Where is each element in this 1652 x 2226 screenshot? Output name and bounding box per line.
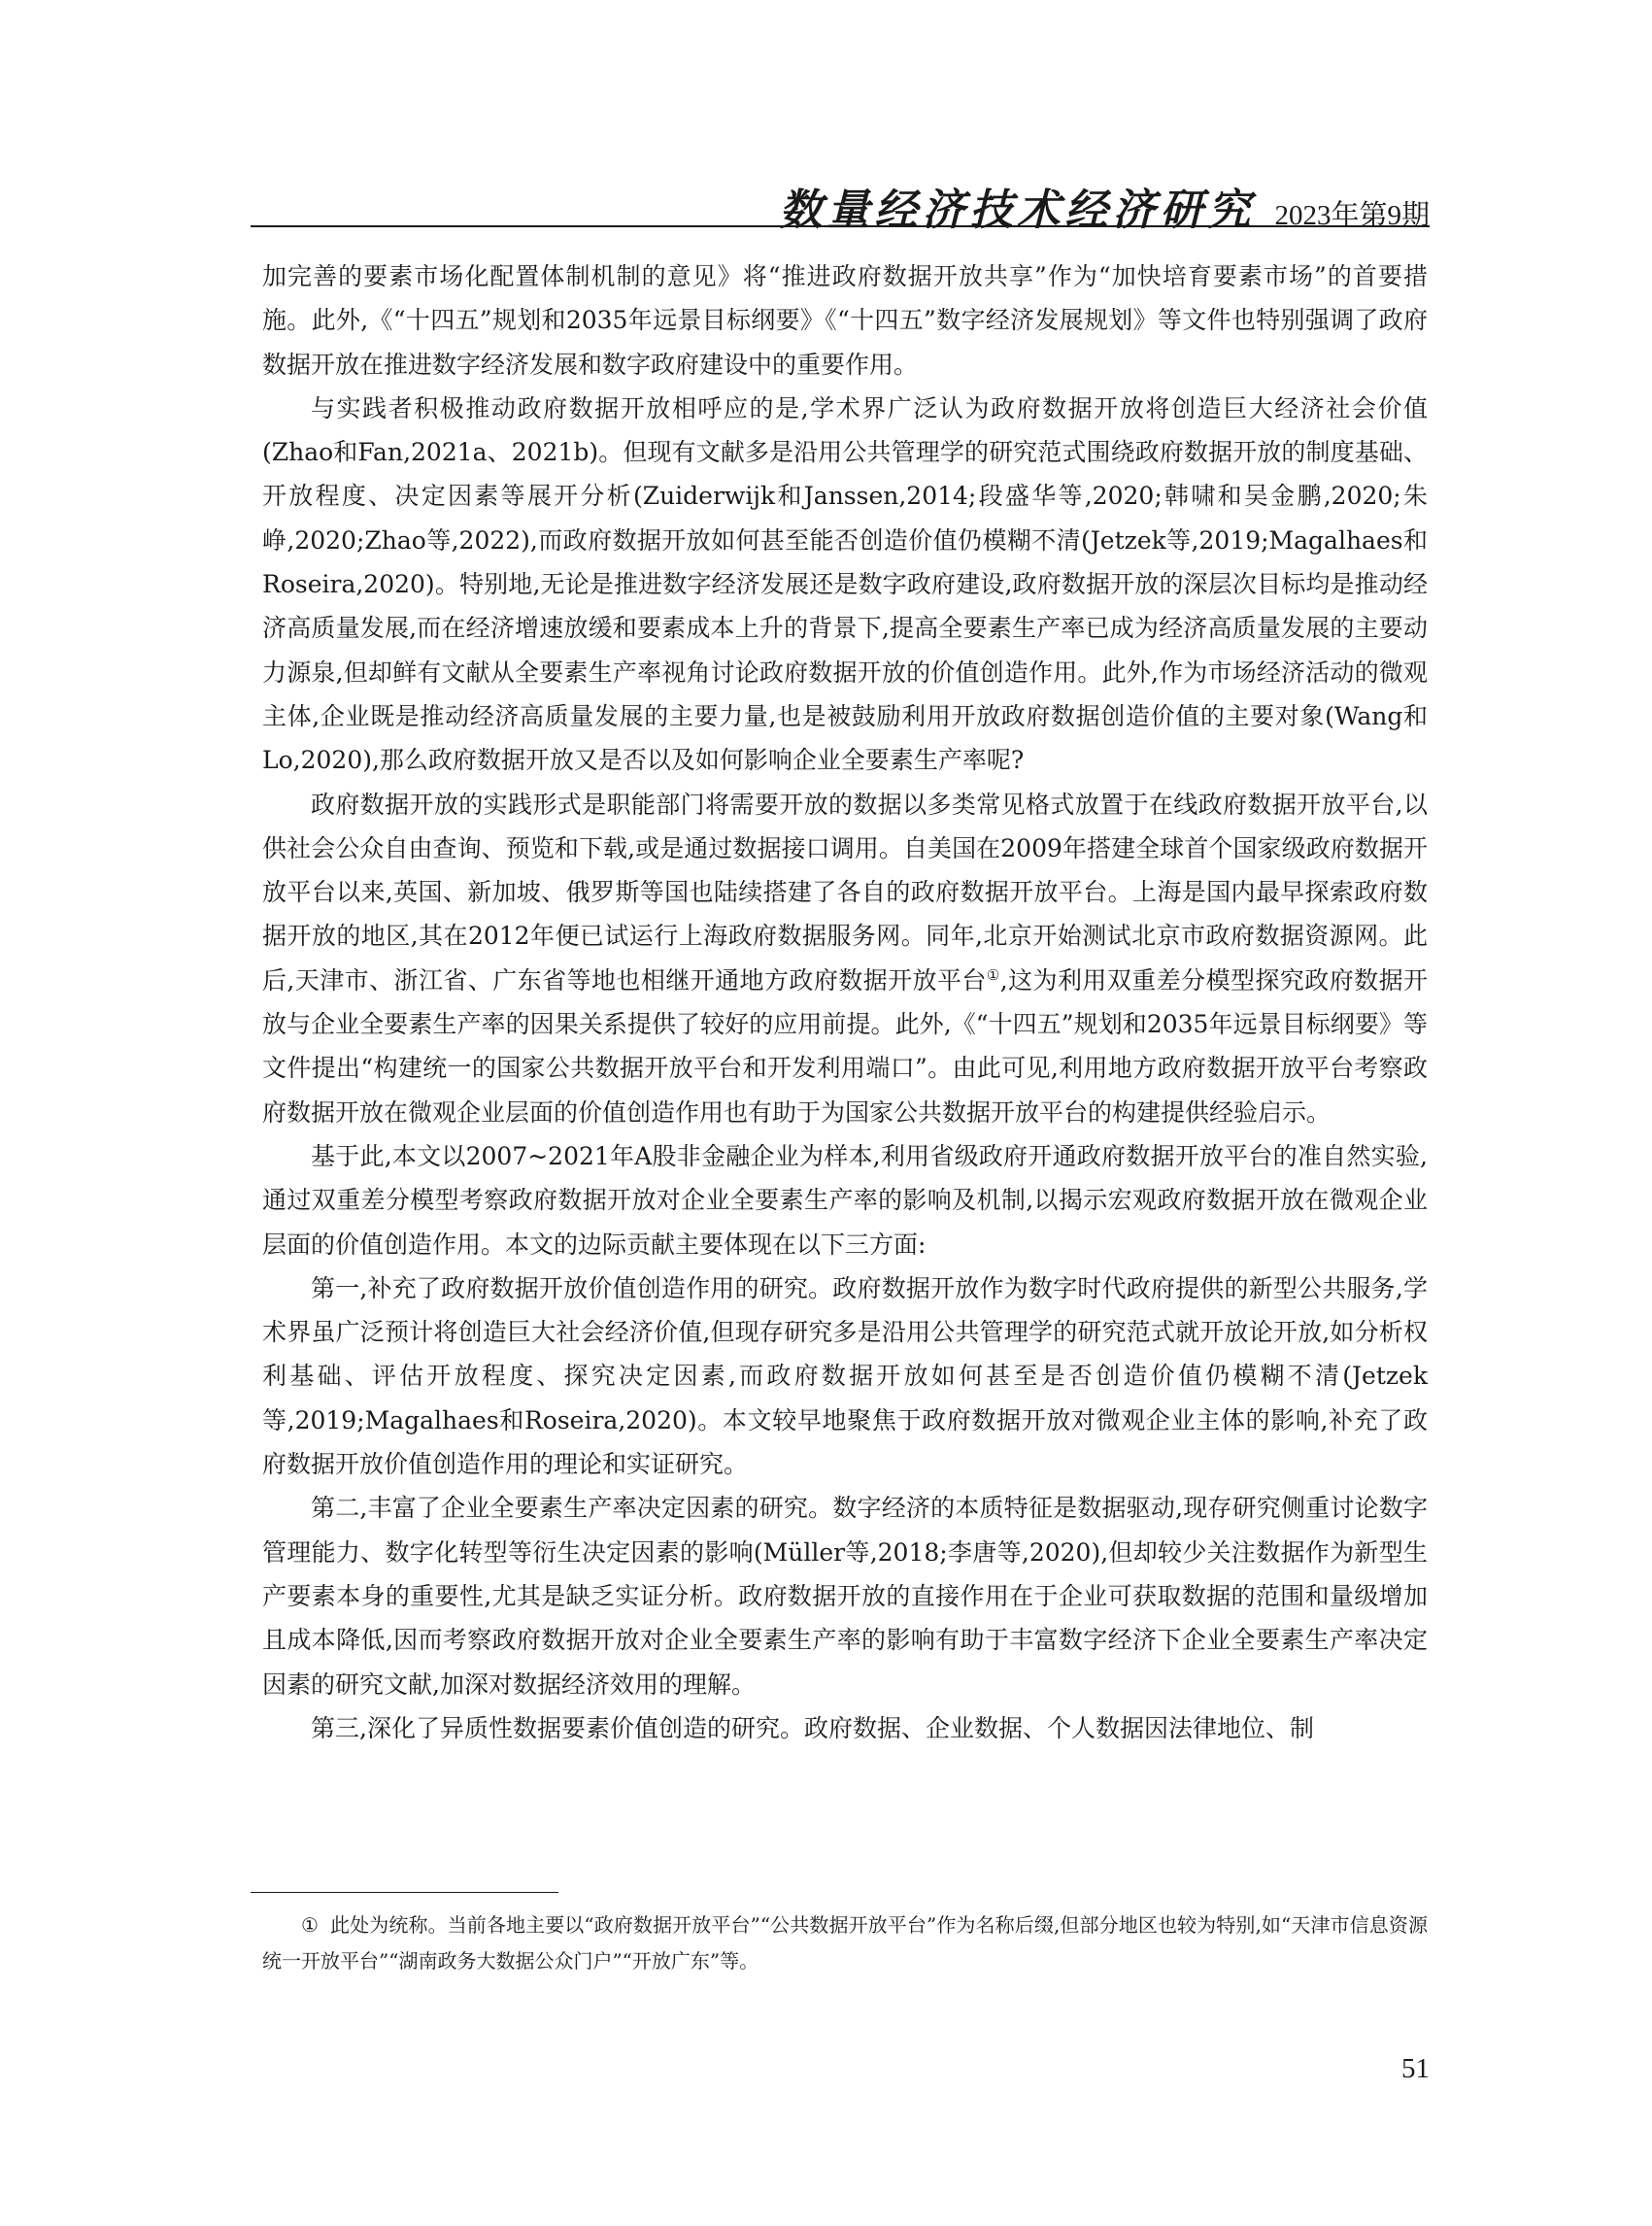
paragraph-continuation: 加完善的要素市场化配置体制机制的意见》将“推进政府数据开放共享”作为“加快培育要素市场”的首要措施。此外,《“十四五”规划和2035年远景目标纲要》《“十四五”数字经济发展规划》等文件也特别强调了政府数据开放在推进数字经济发展和数字政府建设中的重要作用。 bbox=[262, 262, 1428, 379]
paragraph: 第三,深化了异质性数据要素价值创造的研究。政府数据、企业数据、个人数据因法律地位、制 bbox=[311, 1713, 1314, 1742]
footnote-reference[interactable]: ① bbox=[986, 965, 1000, 984]
footnote bbox=[262, 1907, 1428, 1979]
paragraph-text: ,这为利用双重差分模型探究政府数据开放与企业全要素生产率的因果关系提供了较好的应用前提。此外,《“十四五”规划和2035年远景目标纲要》等文件提出“构建统一的国家公共数据开放平台和开发利用端口”。由此可见,利用地方政府数据开放平台考察政府数据开放在微观企业层面的价值创造作用也有助于为国家公共数据开放平台的构建提供经验启示。 bbox=[262, 965, 1429, 1127]
journal-title: 数量经济技术经济研究 bbox=[779, 186, 1256, 235]
paragraph: 与实践者积极推动政府数据开放相呼应的是,学术界广泛认为政府数据开放将创造巨大经济社会价值(Zhao和Fan,2021a、2021b)。但现有文献多是沿用公共管理学的研究范式围绕政府数据开放的制度基础、开放程度、决定因素等展开分析(Zuiderwijk和Janssen,2014;段盛华等,2020;韩啸和吴金鹏,2020;朱峥,2020;Zhao等,2022),而政府数据开放如何甚至能否创造价值仍模糊不清(Jetzek等,2019;Magalhaes和Roseira,2020)。特别地,无论是推进数字经济发展还是数字政府建设,政府数据开放的深层次目标均是推动经济高质量发展,而在经济增速放缓和要素成本上升的背景下,提高全要素生产率已成为经济高质量发展的主要动力源泉,但却鲜有文献从全要素生产率视角讨论政府数据开放的价值创造作用。此外,作为市场经济活动的微观主体,企业既是推动经济高质量发展的主要力量,也是被鼓励利用开放政府数据创造价值的主要对象(Wang和Lo,2020),那么政府数据开放又是否以及如何影响企业全要素生产率呢? bbox=[262, 393, 1428, 775]
paragraph: 第二,丰富了企业全要素生产率决定因素的研究。数字经济的本质特征是数据驱动,现存研究侧重讨论数字管理能力、数字化转型等衍生决定因素的影响(Müller等,2018;李唐等,2020),但却较少关注数据作为新型生产要素本身的重要性,尤其是缺乏实证分析。政府数据开放的直接作用在于企业可获取数据的范围和量级增加且成本降低,因而考察政府数据开放对企业全要素生产率的影响有助于丰富数字经济下企业全要素生产率决定因素的研究文献,加深对数据经济效用的理解。 bbox=[262, 1494, 1428, 1699]
footnote-text: 此处为统称。当前各地主要以“政府数据开放平台”“公共数据开放平台”作为名称后缀,但部分地区也较为特别,如“天津市信息资源统一开放平台”“湖南政务大数据公众门户”“开放广东”等。 bbox=[262, 1913, 1428, 1973]
body-text bbox=[262, 254, 1428, 1750]
paragraph-with-footnote bbox=[262, 783, 1428, 1134]
paragraph: 基于此,本文以2007~2021年A股非金融企业为样本,利用省级政府开通政府数据开放平台的准自然实验,通过双重差分模型考察政府数据开放对企业全要素生产率的影响及机制,以揭示宏观政府数据开放在微观企业层面的价值创造作用。本文的边际贡献主要体现在以下三方面: bbox=[262, 1141, 1428, 1259]
issue-label: 2023年第9期 bbox=[1274, 200, 1430, 231]
footnote-mark: ① bbox=[301, 1913, 320, 1937]
header-rule bbox=[251, 225, 1430, 227]
paragraph: 第一,补充了政府数据开放价值创造作用的研究。政府数据开放作为数字时代政府提供的新型公共服务,学术界虽广泛预计将创造巨大社会经济价值,但现存研究多是沿用公共管理学的研究范式就开放论开放,如分析权利基础、评估开放程度、探究决定因素,而政府数据开放如何甚至是否创造价值仍模糊不清(Jetzek等,2019;Magalhaes和Roseira,2020)。本文较早地聚焦于政府数据开放对微观企业主体的影响,补充了政府数据开放价值创造作用的理论和实证研究。 bbox=[262, 1273, 1428, 1479]
page-number: 51 bbox=[1401, 2053, 1430, 2084]
footnote-rule bbox=[251, 1892, 558, 1893]
paragraph-text: 政府数据开放的实践形式是职能部门将需要开放的数据以多类常见格式放置于在线政府数据开放平台,以供社会公众自由查询、预览和下载,或是通过数据接口调用。自美国在2009年搭建全球首个国家级政府数据开放平台以来,英国、新加坡、俄罗斯等国也陆续搭建了各自的政府数据开放平台。上海是国内最早探索政府数据开放的地区,其在2012年便已试运行上海政府数据服务网。同年,北京开始测试北京市政府数据资源网。此后,天津市、浙江省、广东省等地也相继开通地方政府数据开放平台 bbox=[262, 790, 1428, 995]
running-header bbox=[251, 175, 1430, 237]
